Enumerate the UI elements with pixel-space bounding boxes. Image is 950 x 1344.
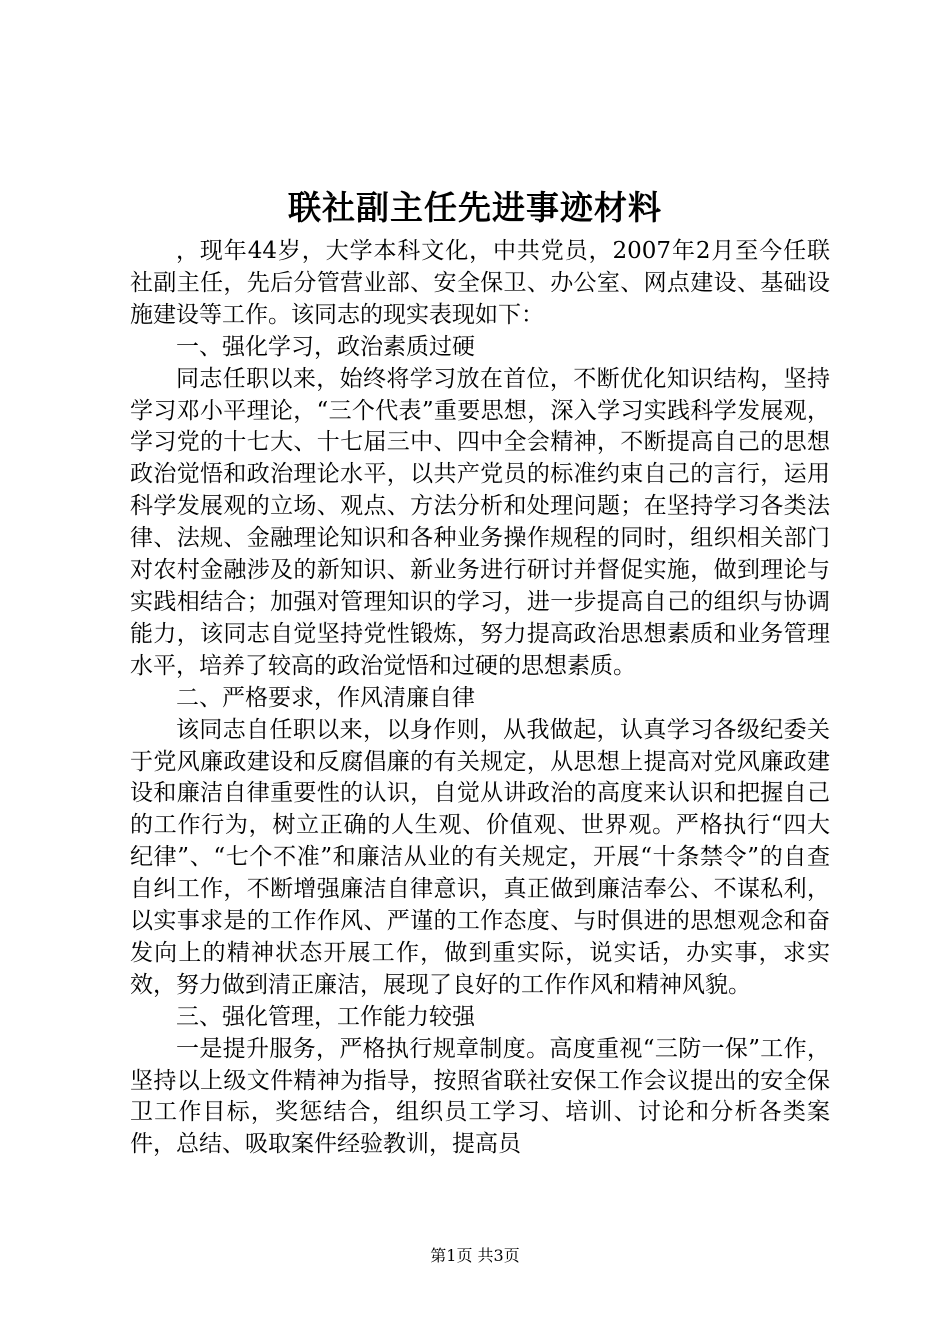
document-body: [130, 236, 830, 1161]
section-2-heading: 二、严格要求，作风清廉自律: [176, 684, 475, 711]
page-footer: 第1页 共3页: [430, 1246, 520, 1265]
intro-paragraph: ，现年44岁，大学本科文化，中共党员，2007年2月至今任联社副主任，先后分管营业部、安全保卫、办公室、网点建设、基础设施建设等工作。该同志的现实表现如下：: [130, 238, 830, 328]
section-1-paragraph: 同志任职以来，始终将学习放在首位，不断优化知识结构，坚持学习邓小平理论，“三个代表”重要思想，深入学习实践科学发展观，学习党的十七大、十七届三中、四中全会精神，不断提高自己的思想政治觉悟和政治理论水平，以共产党员的标准约束自己的言行，运用科学发展观的立场、观点、方法分析和处理问题；在坚持学习各类法律、法规、金融理论知识和各种业务操作规程的同时，组织相关部门对农村金融涉及的新知识、新业务进行研讨并督促实施，做到理论与实践相结合；加强对管理知识的学习，进一步提高自己的组织与协调能力，该同志自觉坚持党性锻炼，努力提高政治思想素质和业务管理水平，培养了较高的政治觉悟和过硬的思想素质。: [130, 365, 830, 679]
section-1-heading: 一、强化学习，政治素质过硬: [176, 333, 475, 360]
document-title: 联社副主任先进事迹材料: [288, 188, 662, 227]
section-2-paragraph: 该同志自任职以来，以身作则，从我做起，认真学习各级纪委关于党风廉政建设和反腐倡廉的有关规定，从思想上提高对党风廉政建设和廉洁自律重要性的认识，自觉从讲政治的高度来认识和把握自己的工作行为，树立正确的人生观、价值观、世界观。严格执行“四大纪律”、“七个不准”和廉洁从业的有关规定，开展“十条禁令”的自查自纠工作，不断增强廉洁自律意识，真正做到廉洁奉公、不谋私利，以实事求是的工作作风、严谨的工作态度、与时俱进的思想观念和奋发向上的精神状态开展工作，做到重实际，说实话，办实事，求实效，努力做到清正廉洁，展现了良好的工作作风和精神风貌。: [130, 716, 830, 998]
section-3-paragraph: 一是提升服务，严格执行规章制度。高度重视“三防一保”工作，坚持以上级文件精神为指导，按照省联社安保工作会议提出的安全保卫工作目标，奖惩结合，组织员工学习、培训、讨论和分析各类案件，总结、吸取案件经验教训，提高员: [130, 1035, 830, 1158]
section-3-heading: 三、强化管理，工作能力较强: [176, 1003, 475, 1030]
